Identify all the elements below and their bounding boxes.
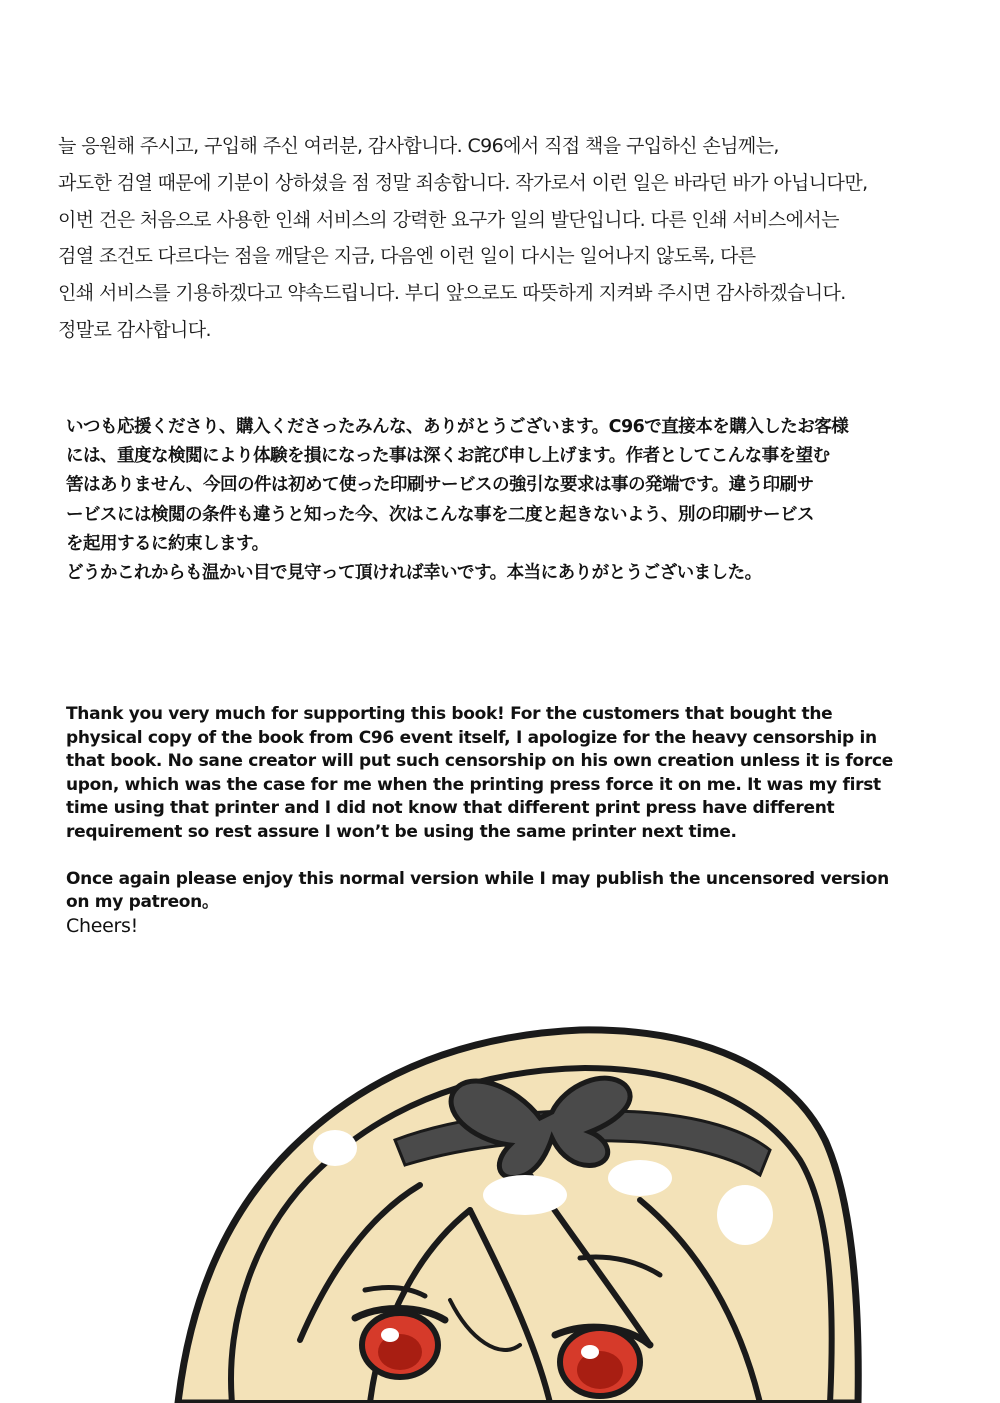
english-line: that book. No sane creator will put such censorship on his own creation unless it is force [66, 751, 893, 771]
hair-highlight [717, 1185, 773, 1245]
english-closing-line: on my patreon。 [66, 892, 219, 912]
japanese-line: には、重度な検閲により体験を損になった事は深くお詫び申し上げます。作者としてこんな事を望む [66, 446, 830, 467]
left-eye-shine [381, 1328, 399, 1342]
korean-line: 검열 조건도 다르다는 점을 깨달은 지금, 다음엔 이런 일이 다시는 일어나지 않도록, 다른 [58, 245, 756, 268]
japanese-line: 筈はありません、今回の件は初めて使った印刷サービスの強引な要求は事の発端です。違う印刷サ [66, 475, 814, 496]
korean-line: 정말로 감사합니다. [58, 318, 211, 341]
hair-highlight [483, 1175, 567, 1215]
english-line: physical copy of the book from C96 event itself, I apologize for the heavy censorship in [66, 727, 877, 748]
japanese-line: どうかこれからも温かい目で見守って頂ければ幸いです。本当にありがとうございました。 [66, 563, 762, 584]
japanese-line: いつも応援くださり、購入くださったみんな、ありがとうございます。C96で直接本を購入したお客様 [66, 417, 849, 437]
japanese-line: ービスには検閲の条件も違うと知った今、次はこんな事を二度と起きないよう、別の印刷サービス [66, 504, 814, 525]
english-line: time using that printer and I did not know that different print press have different [66, 798, 835, 818]
hair-highlight [608, 1160, 672, 1196]
hair-highlight [313, 1130, 357, 1166]
korean-line: 과도한 검열 때문에 기분이 상하셨을 점 정말 죄송합니다. 작가로서 이런 일은 바라던 바가 아닙니다만, [58, 171, 868, 194]
english-line: Thank you very much for supporting this book! For the customers that bought the [66, 704, 833, 724]
korean-line: 인쇄 서비스를 기용하겠다고 약속드립니다. 부디 앞으로도 따뜻하게 지켜봐 주시면 감사하겠습니다. [58, 282, 846, 305]
korean-line: 이번 건은 처음으로 사용한 인쇄 서비스의 강력한 요구가 일의 발단입니다. 다른 인쇄 서비스에서는 [58, 208, 839, 231]
english-line: upon, which was the case for me when the printing press force it on me. It was my first [66, 774, 881, 795]
right-eye-shine [581, 1345, 599, 1359]
japanese-line: を起用するに約束します。 [66, 533, 269, 554]
english-line: requirement so rest assure I won’t be using the same printer next time. [66, 821, 737, 842]
english-closing-line: Once again please enjoy this normal version while I may publish the uncensored version [66, 868, 889, 889]
signoff: Cheers! [66, 914, 138, 937]
korean-line: 늘 응원해 주시고, 구입해 주신 여러분, 감사합니다. C96에서 직접 책을 구입하신 손님께는, [58, 135, 779, 157]
